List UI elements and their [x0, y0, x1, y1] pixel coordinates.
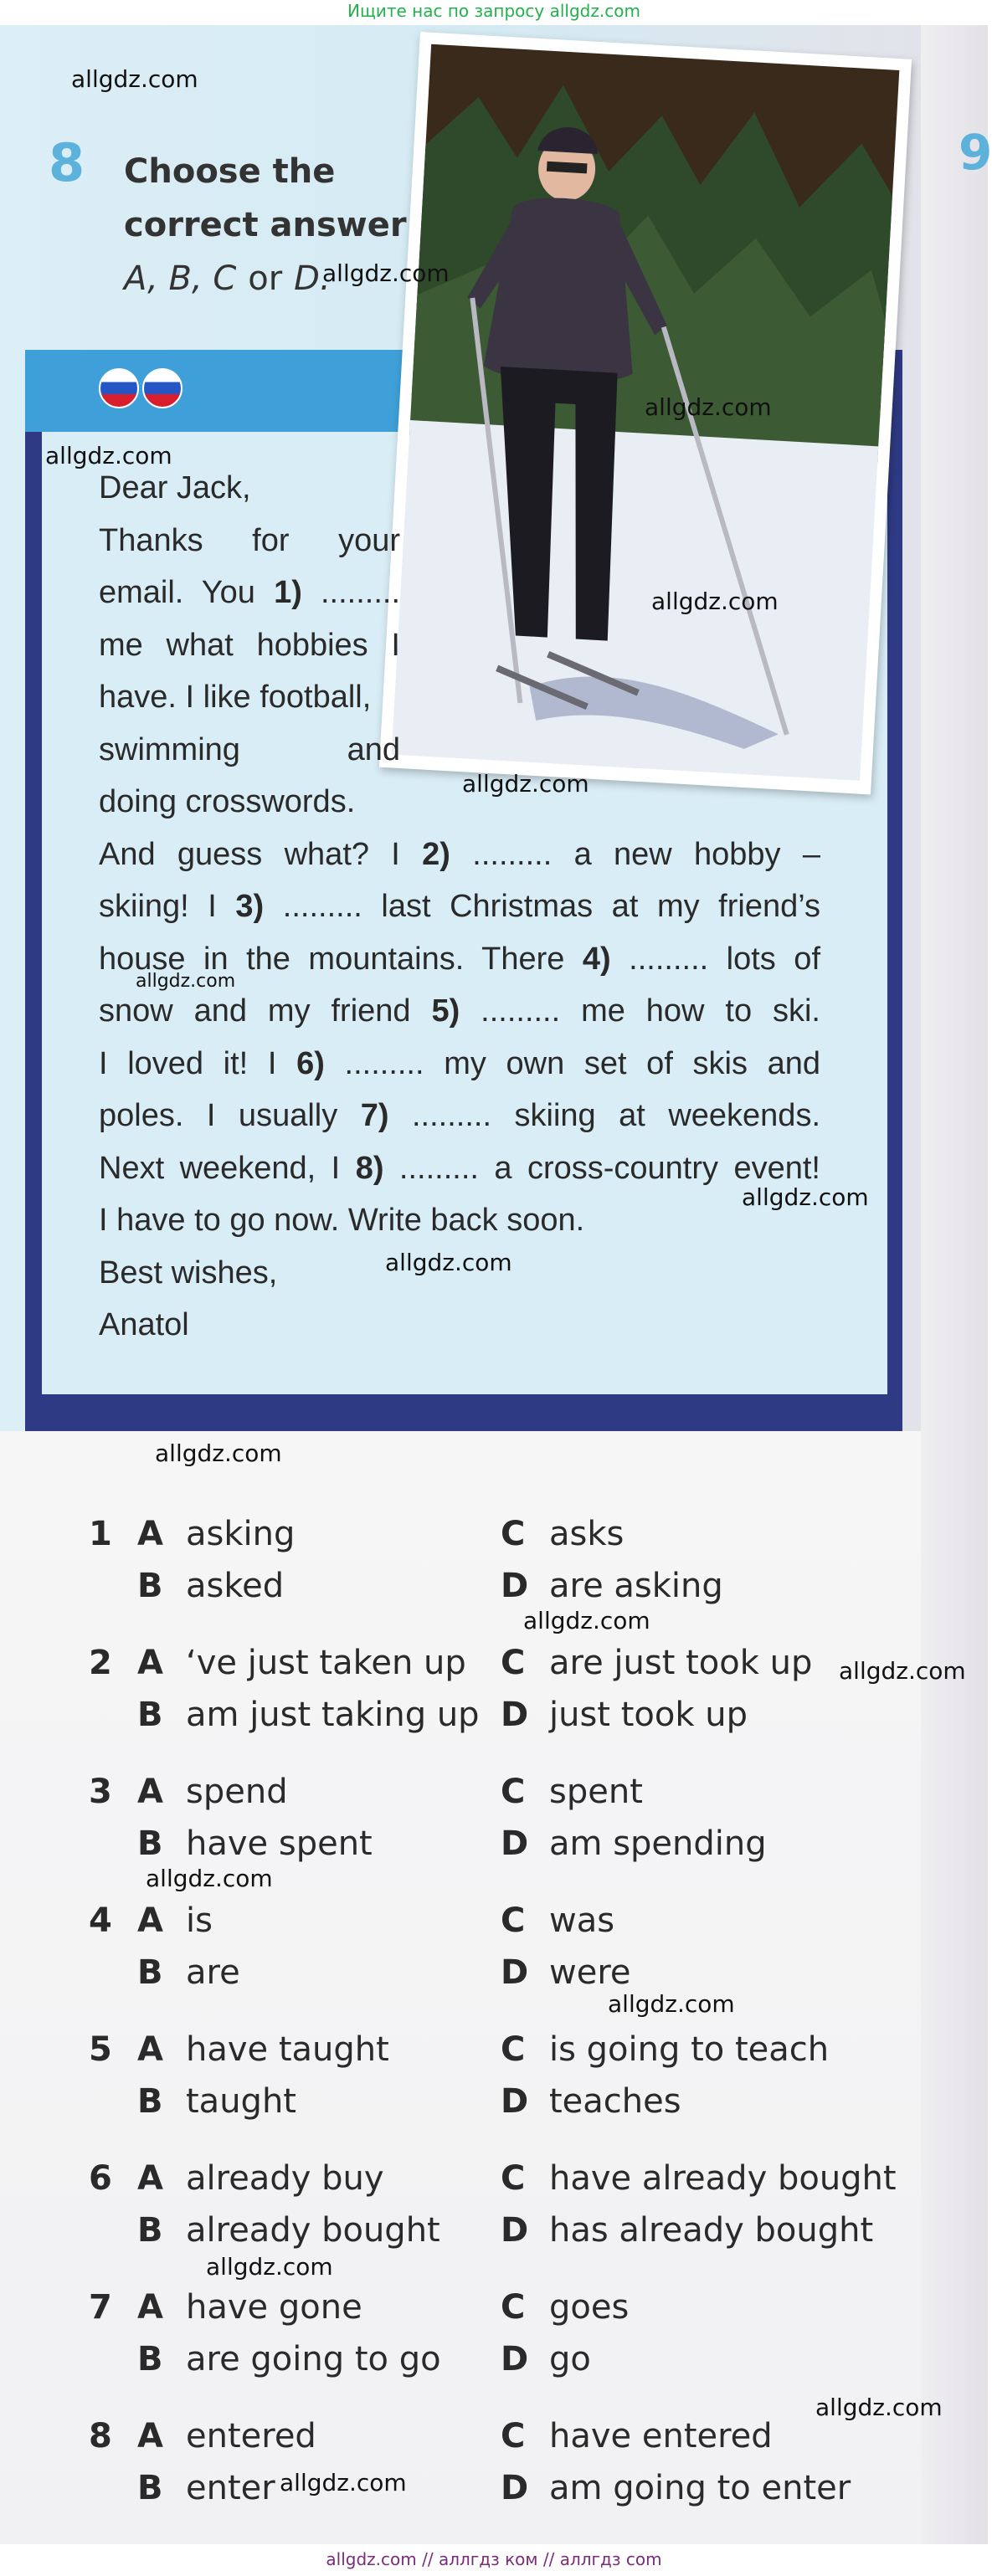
russia-flag-icon [99, 368, 139, 408]
letter-line-text: ......... my own set of skis and [324, 1045, 820, 1081]
answer-row [0, 1901, 921, 1953]
gap-number: 5) [431, 993, 460, 1029]
option-letter: C [501, 2159, 526, 2198]
option-letter: D [501, 1953, 529, 1992]
answer-row [0, 2469, 921, 2521]
option-letter: B [137, 1567, 163, 1605]
option-letter: C [501, 1901, 526, 1940]
answer-row [0, 1953, 921, 2005]
letter-line-text: Best wishes, [99, 1255, 278, 1291]
next-exercise-number: 9 [959, 124, 992, 181]
option-letter: B [137, 2211, 163, 2250]
exercise-number: 8 [49, 132, 85, 193]
option-letter: B [137, 2082, 163, 2121]
letter-header-band [25, 350, 448, 432]
letter-line-text: Thanks for your [99, 522, 400, 558]
option-text: has already bought [549, 2211, 874, 2250]
option-text: go [549, 2340, 591, 2378]
option-text: are just took up [549, 1644, 813, 1682]
option-text: already bought [186, 2211, 440, 2250]
option-text: am spending [549, 1824, 767, 1863]
instruction-options: A, B, C [124, 259, 237, 298]
watermark: allgdz.com [206, 2253, 333, 2281]
letter-line-text: ......... a new hobby – [450, 836, 820, 872]
letter-line [99, 671, 400, 724]
watermark: allgdz.com [608, 1990, 735, 2018]
letter-line-text: swimming and [99, 731, 400, 767]
instruction-line-1: Choose the [124, 152, 336, 191]
watermark: allgdz.com [839, 1657, 966, 1685]
option-letter: B [137, 1953, 163, 1992]
answer-row [0, 2211, 921, 2263]
gap-number: 6) [296, 1045, 325, 1081]
option-letter: A [137, 2030, 163, 2069]
letter-line-text: ......... last Christmas at my friend’s [264, 889, 820, 924]
option-text: enter [186, 2469, 275, 2507]
option-letter: D [501, 2211, 529, 2250]
watermark: allgdz.com [523, 1607, 650, 1634]
option-letter: A [137, 2288, 163, 2327]
question-block [0, 1644, 921, 1747]
letter-line-text: have. I like football, [99, 680, 372, 715]
letter-line-text: Anatol [99, 1307, 189, 1342]
watermark: allgdz.com [155, 1439, 282, 1467]
option-text: have spent [186, 1824, 373, 1863]
bottom-banner[interactable]: allgdz.com // аллгдз ком // аллгдз com [0, 2544, 988, 2576]
answer-row [0, 1644, 921, 1696]
option-letter: C [501, 2288, 526, 2327]
option-text: asks [549, 1515, 624, 1553]
instruction-or: or [248, 259, 283, 298]
letter-line-text: I loved it! I [99, 1045, 297, 1081]
letter-line-text: me what hobbies I [99, 627, 400, 663]
option-text: goes [549, 2288, 630, 2327]
gap-number: 8) [355, 1150, 384, 1186]
question-block [0, 1901, 921, 2005]
answer-row [0, 1773, 921, 1824]
letter-line-text: I have to go now. Write back soon. [99, 1203, 585, 1238]
option-text: spend [186, 1773, 288, 1811]
letter-line [99, 1090, 820, 1142]
letter-line [99, 567, 400, 619]
option-letter: C [501, 2417, 526, 2455]
question-number: 4 [89, 1901, 112, 1940]
letter-line-text: poles. I usually [99, 1098, 361, 1133]
option-letter: B [137, 1696, 163, 1734]
question-block [0, 2288, 921, 2392]
question-number: 8 [89, 2417, 112, 2455]
option-text: asking [186, 1515, 296, 1553]
question-block [0, 1515, 921, 1619]
letter-line [99, 515, 400, 567]
watermark: allgdz.com [742, 1183, 869, 1211]
option-text: is going to teach [549, 2030, 830, 2069]
option-letter: D [501, 2469, 529, 2507]
option-letter: A [137, 1773, 163, 1811]
watermark: allgdz.com [462, 770, 589, 798]
watermark: allgdz.com [136, 971, 236, 992]
watermark: allgdz.com [322, 259, 450, 287]
question-number: 5 [89, 2030, 112, 2069]
option-text: am going to enter [549, 2469, 851, 2507]
watermark: allgdz.com [385, 1249, 512, 1276]
option-letter: A [137, 1901, 163, 1940]
letter-line [99, 1194, 820, 1247]
instruction-line-2: correct answer [124, 206, 407, 244]
letter-line [99, 880, 820, 933]
answer-row [0, 2340, 921, 2392]
question-number: 2 [89, 1644, 112, 1682]
answer-row [0, 1567, 921, 1619]
question-block [0, 2417, 921, 2521]
letter-line-text: ......... [301, 575, 401, 610]
option-text: spent [549, 1773, 643, 1811]
top-banner[interactable]: Ищите нас по запросу allgdz.com [0, 0, 988, 25]
textbook-page [0, 25, 992, 2544]
watermark: allgdz.com [815, 2394, 943, 2421]
gap-number: 4) [582, 941, 611, 977]
letter-line-text: ......... skiing at weekends. [388, 1098, 821, 1133]
letter-line [99, 829, 820, 881]
option-text: are asking [549, 1567, 723, 1605]
option-text: is [186, 1901, 213, 1940]
letter-line [99, 1038, 820, 1090]
letter-line-text: Next weekend, I [99, 1150, 356, 1186]
option-text: was [549, 1901, 615, 1940]
letter-line-text: And guess what? I [99, 836, 423, 872]
option-text: am just taking up [186, 1696, 480, 1734]
letter-line [99, 462, 820, 515]
letter-line [99, 619, 400, 672]
letter-line [99, 1299, 820, 1352]
instruction-last-option: D. [294, 259, 331, 298]
option-text: have entered [549, 2417, 773, 2455]
letter-line [99, 724, 400, 777]
gap-number: 2) [422, 836, 450, 872]
watermark: allgdz.com [645, 393, 772, 421]
answer-row [0, 2159, 921, 2211]
option-letter: A [137, 1644, 163, 1682]
option-text: asked [186, 1567, 285, 1605]
letter-line-text: snow and my friend [99, 993, 432, 1029]
letter-line-text: ......... a cross-country event! [383, 1150, 820, 1186]
next-page-edge [921, 25, 988, 2544]
option-letter: D [501, 2082, 529, 2121]
option-text: have taught [186, 2030, 389, 2069]
question-number: 3 [89, 1773, 112, 1811]
option-text: have already bought [549, 2159, 897, 2198]
option-letter: A [137, 1515, 163, 1553]
option-text: ‘ve just taken up [186, 1644, 466, 1682]
question-number: 1 [89, 1515, 112, 1553]
question-number: 6 [89, 2159, 112, 2198]
option-letter: B [137, 1824, 163, 1863]
answer-row [0, 2417, 921, 2469]
answer-row [0, 2082, 921, 2134]
option-text: taught [186, 2082, 296, 2121]
letter-line-text: skiing! I [99, 889, 236, 924]
option-text: have gone [186, 2288, 362, 2327]
option-letter: D [501, 1824, 529, 1863]
option-text: just took up [549, 1696, 748, 1734]
question-block [0, 2030, 921, 2134]
option-letter: D [501, 1567, 529, 1605]
watermark: allgdz.com [651, 588, 779, 615]
answer-row [0, 1515, 921, 1567]
flags-icon-group [99, 368, 186, 413]
option-letter: C [501, 2030, 526, 2069]
letter-line [99, 985, 820, 1038]
letter-line-text: house in the mountains. There [99, 941, 583, 977]
letter-line [99, 776, 400, 829]
answer-row [0, 1824, 921, 1876]
russia-flag-icon [142, 368, 182, 408]
question-number: 7 [89, 2288, 112, 2327]
option-letter: C [501, 1644, 526, 1682]
option-text: teaches [549, 2082, 681, 2121]
letter-line-text: Dear Jack, [99, 470, 251, 505]
answer-row [0, 1696, 921, 1747]
letter-line-text: email. You [99, 575, 275, 610]
option-letter: A [137, 2417, 163, 2455]
answer-row [0, 2288, 921, 2340]
question-block [0, 1773, 921, 1876]
letter-line-text: doing crosswords. [99, 784, 356, 819]
option-text: are going to go [186, 2340, 441, 2378]
gap-number: 7) [360, 1098, 389, 1133]
option-letter: B [137, 2469, 163, 2507]
watermark: allgdz.com [45, 442, 172, 470]
watermark: allgdz.com [71, 65, 198, 93]
letter-line-text: ......... me how to ski. [460, 993, 820, 1029]
letter-line [99, 1142, 820, 1195]
option-letter: B [137, 2340, 163, 2378]
option-letter: C [501, 1515, 526, 1553]
gap-number: 1) [274, 575, 302, 610]
letter-line-text: ......... lots of [610, 941, 820, 977]
gap-number: 3) [235, 889, 265, 924]
watermark: allgdz.com [146, 1865, 273, 1892]
option-text: were [549, 1953, 631, 1992]
option-letter: C [501, 1773, 526, 1811]
answer-options [0, 1515, 921, 2521]
option-text: are [186, 1953, 240, 1992]
question-block [0, 2159, 921, 2263]
answer-row [0, 2030, 921, 2082]
option-text: already buy [186, 2159, 384, 2198]
watermark: allgdz.com [280, 2469, 407, 2496]
option-text: entered [186, 2417, 316, 2455]
option-letter: A [137, 2159, 163, 2198]
option-letter: D [501, 2340, 529, 2378]
option-letter: D [501, 1696, 529, 1734]
